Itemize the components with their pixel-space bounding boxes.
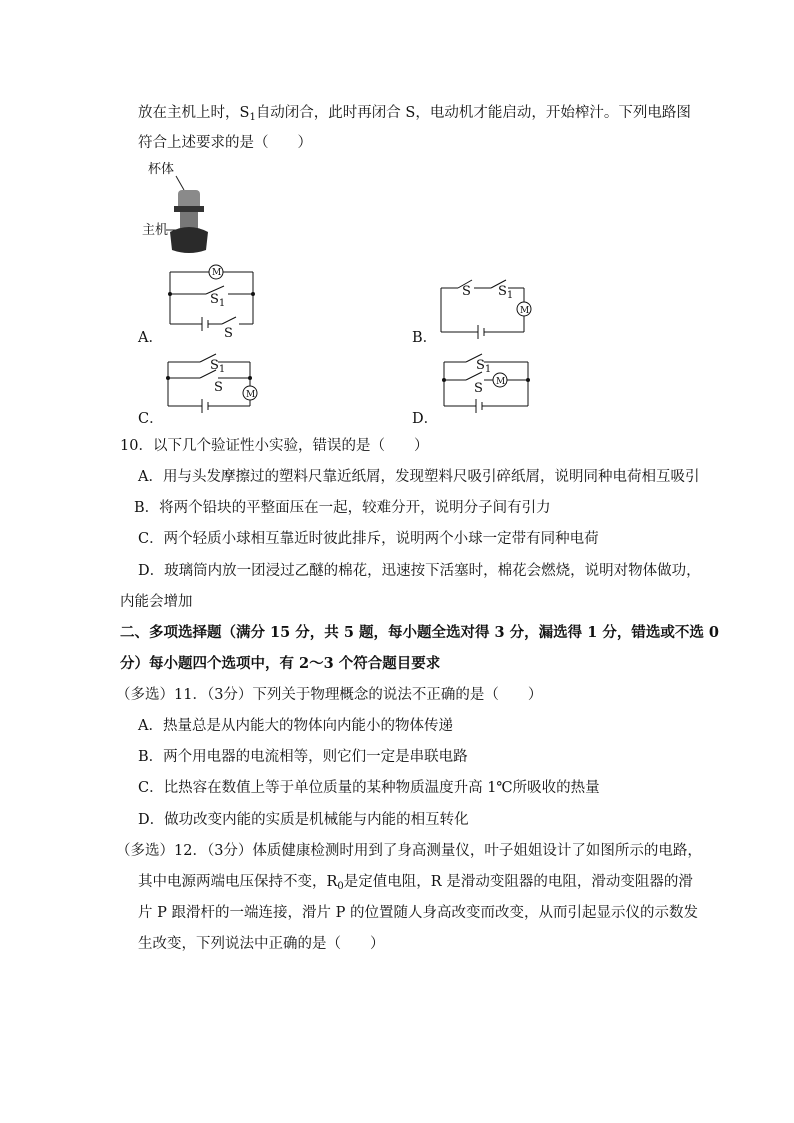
q9-line1-a: 放在主机上时，S — [138, 105, 250, 121]
s1-sub-d: 1 — [484, 364, 492, 375]
juicer-icon — [140, 160, 230, 260]
q9-line1-sub: 1 — [249, 112, 256, 123]
q11-option-b: B．两个用电器的电流相等，则它们一定是串联电路 — [138, 749, 468, 765]
motor-icon-c: M — [246, 390, 256, 400]
q12-line1: （多选）12．（3分）体质健康检测时用到了身高测量仪，叶子姐姐设计了如图所示的电路， — [116, 843, 702, 859]
circuit-d — [436, 350, 536, 418]
q11-option-a: A．热量总是从内能大的物体向内能小的物体传递 — [138, 718, 453, 734]
option-d-label: D． — [412, 411, 439, 427]
switch-s1-label-c — [210, 358, 225, 374]
section2-heading-line2: 分）每小题四个选项中，有 2～3 个符合题目要求 — [120, 655, 441, 672]
q10-stem: 10．以下几个验证性小实验，错误的是（ ） — [120, 438, 429, 454]
q9-line1 — [138, 103, 691, 123]
q10-option-d-line2: 内能会增加 — [120, 594, 193, 610]
switch-s-label-d: S — [474, 381, 483, 396]
s1-sub: 1 — [218, 298, 226, 309]
q12-line3: 片 P 跟滑杆的一端连接，滑片 P 的位置随人身高改变而改变，从而引起显示仪的示数发 — [138, 905, 698, 921]
switch-s-label: S — [224, 326, 233, 341]
q10-option-c: C．两个轻质小球相互靠近时彼此排斥，说明两个小球一定带有同种电荷 — [138, 531, 599, 547]
q9-line1-b: 自动闭合，此时再闭合 S，电动机才能启动，开始榨汁。下列电路图 — [255, 105, 691, 121]
s1-sub-b: 1 — [506, 290, 514, 301]
switch-s1-label-d — [476, 358, 491, 374]
switch-s-label-b: S — [462, 284, 471, 299]
q10-option-d-line1: D．玻璃筒内放一团浸过乙醚的棉花，迅速按下活塞时，棉花会燃烧，说明对物体做功， — [138, 563, 701, 579]
q10-option-b: B．将两个铅块的平整面压在一起，较难分开，说明分子间有引力 — [134, 500, 551, 516]
circuit-b — [436, 272, 546, 344]
switch-s1-label — [210, 292, 225, 308]
q11-stem: （多选）11．（3分）下列关于物理概念的说法不正确的是（ ） — [116, 687, 543, 703]
switch-s1-label-b — [498, 284, 513, 300]
juicer-figure — [140, 160, 230, 260]
option-b-label: B． — [412, 330, 438, 346]
q9-line2: 符合上述要求的是（ ） — [138, 135, 312, 151]
q11-option-c: C．比热容在数值上等于单位质量的某种物质温度升高 1℃所吸收的热量 — [138, 780, 600, 796]
section2-heading-line1: 二、多项选择题（满分 15 分，共 5 题，每小题全选对得 3 分，漏选得 1 分，错选或不选 0 — [120, 624, 719, 641]
q11-option-d: D．做功改变内能的实质是机械能与内能的相互转化 — [138, 812, 469, 828]
s1-main: S — [210, 292, 219, 307]
q12-line2 — [138, 872, 693, 892]
s1-sub-c: 1 — [218, 364, 226, 375]
label-cup-body: 杯体 — [148, 162, 175, 177]
circuit-c — [158, 350, 268, 418]
q12-line2-a: 其中电源两端电压保持不变，R — [138, 874, 338, 890]
option-c-label: C． — [138, 411, 164, 427]
s1-main-d: S — [476, 358, 485, 373]
motor-icon-d: M — [496, 377, 506, 387]
q10-option-a: A．用与头发摩擦过的塑料尺靠近纸屑，发现塑料尺吸引碎纸屑，说明同种电荷相互吸引 — [138, 469, 700, 485]
option-a-label: A． — [138, 330, 163, 346]
s1-main-b: S — [498, 284, 507, 299]
switch-s-label-c: S — [214, 380, 223, 395]
motor-icon-b: M — [520, 306, 530, 316]
q12-line4: 生改变，下列说法中正确的是（ ） — [138, 936, 385, 952]
s1-main-c: S — [210, 358, 219, 373]
q12-line2-b: 是定值电阻，R 是滑动变阻器的电阻，滑动变阻器的滑 — [343, 874, 693, 890]
label-host: 主机 — [142, 223, 169, 238]
q12-line2-sub: 0 — [337, 881, 344, 892]
motor-icon: M — [212, 268, 222, 278]
